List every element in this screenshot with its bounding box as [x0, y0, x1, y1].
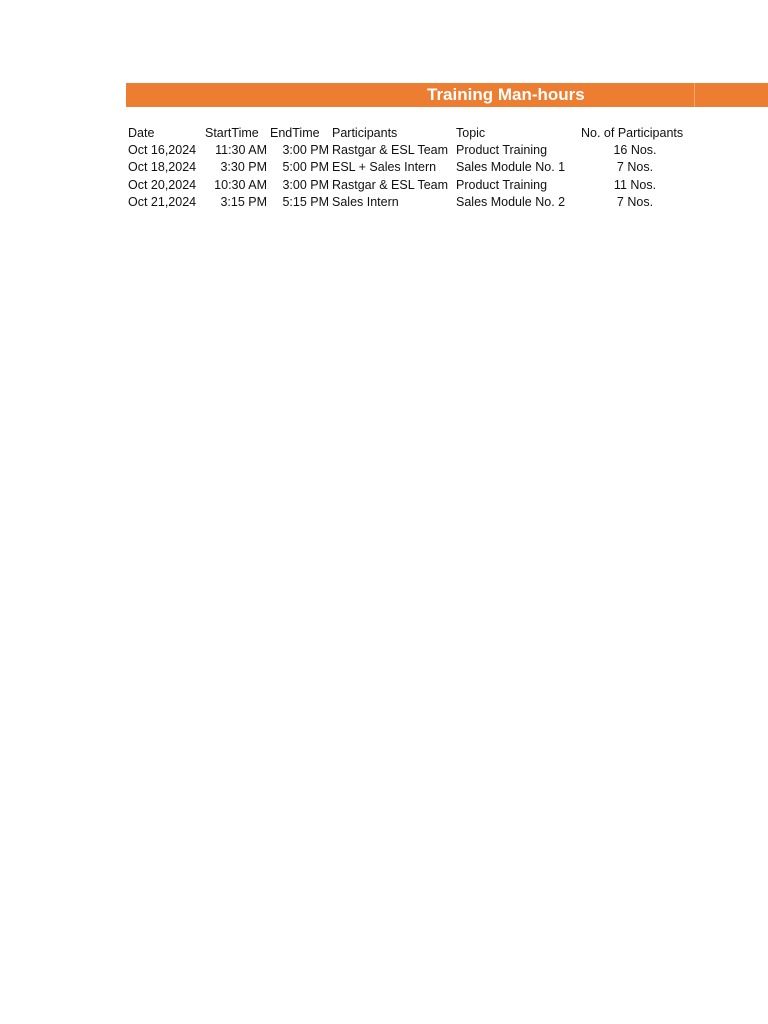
header-end-time: EndTime — [270, 126, 320, 140]
header-participants: Participants — [332, 126, 398, 140]
cell-topic: Product Training — [456, 143, 548, 157]
cell-participants: Sales Intern — [332, 195, 399, 209]
cell-topic: Product Training — [456, 178, 548, 192]
cell-participants: Rastgar & ESL Team — [332, 143, 449, 157]
header-start-time: StartTime — [205, 126, 259, 140]
cell-end-time: 3:00 PM — [282, 143, 329, 157]
cell-participants: ESL + Sales Intern — [332, 160, 437, 174]
cell-date: Oct 16,2024 — [128, 143, 197, 157]
cell-end-time: 5:00 PM — [282, 160, 329, 174]
cell-gridline — [694, 83, 695, 107]
cell-start-time: 11:30 AM — [215, 143, 267, 157]
header-topic: Topic — [456, 126, 486, 140]
cell-date: Oct 18,2024 — [128, 160, 197, 174]
cell-participant-count: 11 Nos. — [613, 178, 657, 192]
cell-participant-count: 7 Nos. — [616, 195, 654, 209]
header-date: Date — [128, 126, 155, 140]
cell-participant-count: 7 Nos. — [616, 160, 654, 174]
header-participant-count: No. of Participants — [581, 126, 684, 140]
cell-date: Oct 21,2024 — [128, 195, 197, 209]
cell-end-time: 5:15 PM — [282, 195, 329, 209]
cell-participant-count: 16 Nos. — [613, 143, 657, 157]
cell-start-time: 3:15 PM — [220, 195, 267, 209]
cell-date: Oct 20,2024 — [128, 178, 197, 192]
cell-start-time: 10:30 AM — [214, 178, 267, 192]
sheet-title: Training Man-hours — [427, 85, 585, 104]
cell-topic: Sales Module No. 1 — [456, 160, 566, 174]
title-banner — [126, 83, 768, 107]
cell-end-time: 3:00 PM — [282, 178, 329, 192]
cell-participants: Rastgar & ESL Team — [332, 178, 449, 192]
cell-start-time: 3:30 PM — [220, 160, 267, 174]
cell-topic: Sales Module No. 2 — [456, 195, 566, 209]
